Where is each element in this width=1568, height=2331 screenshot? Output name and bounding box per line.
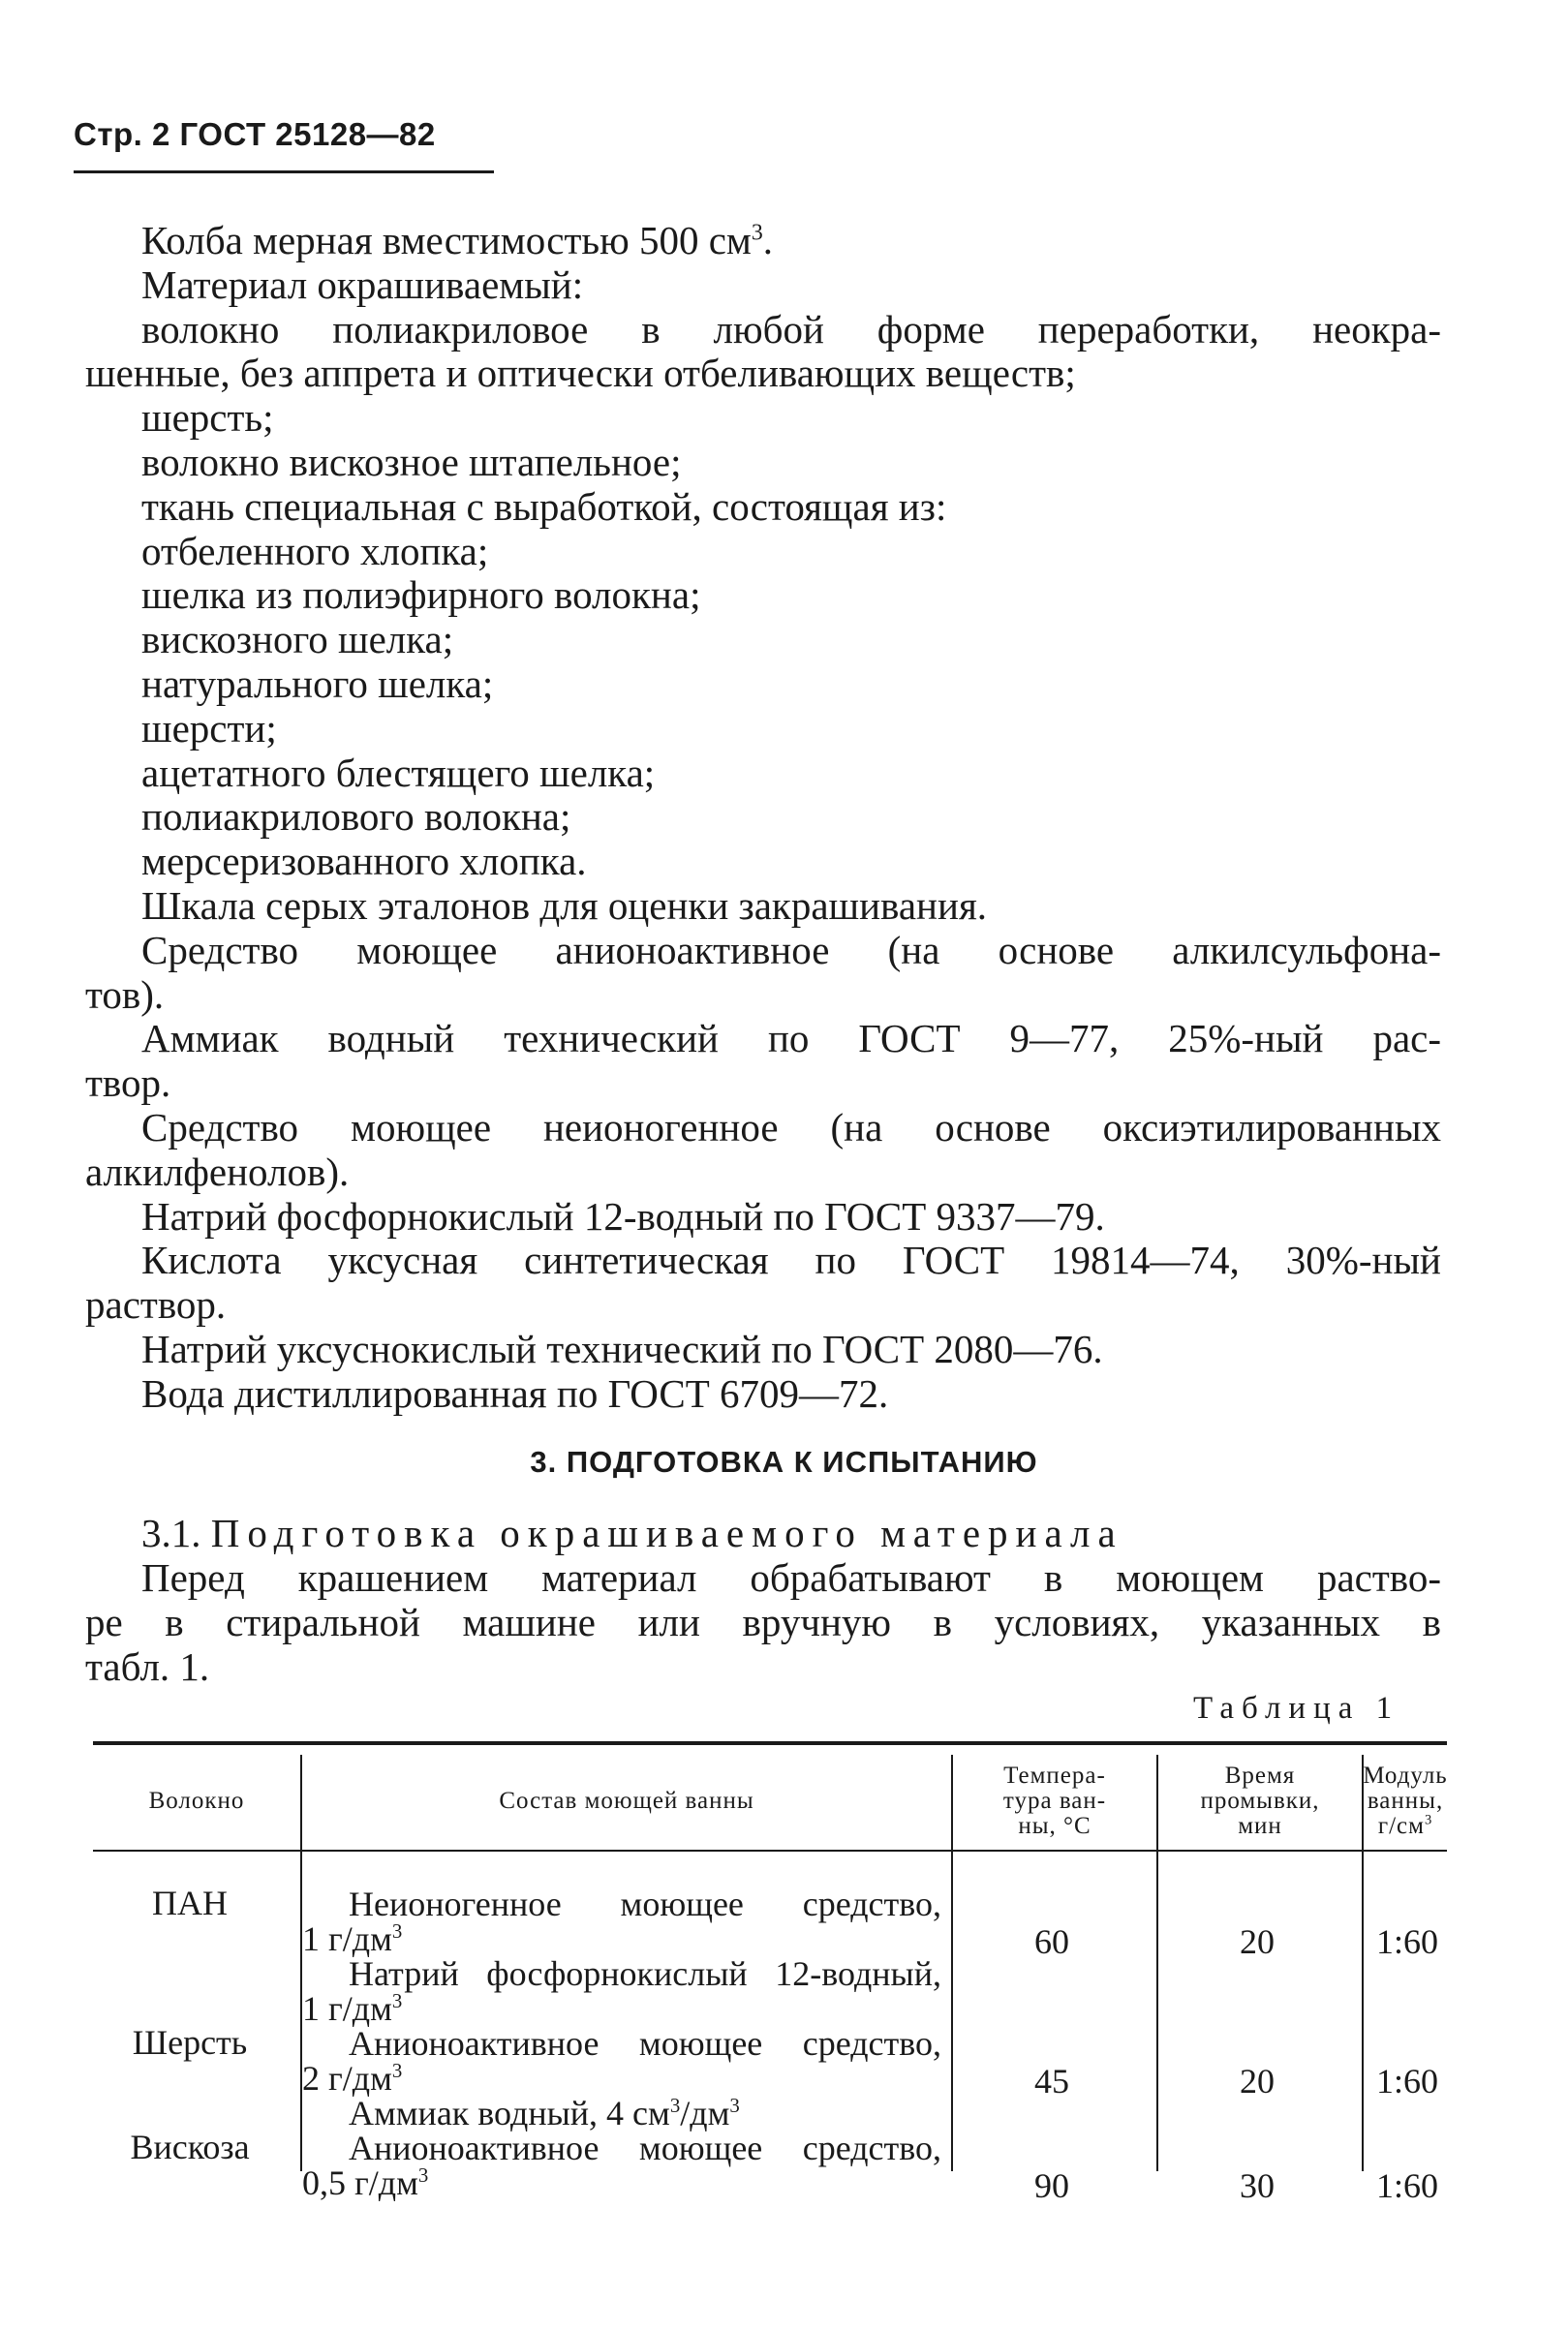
row1-fiber: ПАН xyxy=(152,1884,228,1922)
pan-line-1: волокно полиакриловое в любой форме переработки, неокра- xyxy=(141,306,1441,352)
header-mod-l2: ванны, xyxy=(1367,1788,1444,1814)
header-temp-l3: ны, °С xyxy=(1018,1813,1091,1839)
row1-composition xyxy=(302,1886,941,2026)
row1-comp2-l1: Натрий фосфорнокислый 12-водный, xyxy=(349,1954,941,1993)
para-line-1: Перед крашением материал обрабатывают в моющем раство- xyxy=(141,1555,1441,1600)
header-time-l3: мин xyxy=(1238,1813,1282,1839)
para-line-2: ре в стиральной машине или вручную в условиях, указанных в xyxy=(85,1600,1441,1644)
row1-comp2-l2-text: 1 г/дм xyxy=(302,1989,392,2028)
row1-comp1-l1: Неионогенное моющее средство, xyxy=(349,1885,941,1923)
nonionic-line-1: Средство моющее неионогенное (на основе оксиэтилированных xyxy=(141,1104,1441,1150)
table-1 xyxy=(93,1741,1448,2205)
table-top-rule xyxy=(93,1741,1447,1745)
row2-comp1-l1: Анионоактивное моющее средство, xyxy=(349,2024,941,2063)
subsection-title: Подготовка окрашиваемого материала xyxy=(210,1511,1123,1555)
header-temperature xyxy=(953,1755,1156,1848)
row2-comp1-l2-text: 2 г/дм xyxy=(302,2059,392,2098)
bleached-cotton-line: отбеленного хлопка; xyxy=(141,528,489,573)
row2-temperature: 45 xyxy=(1034,2062,1069,2101)
flask-tail: . xyxy=(762,218,773,262)
header-temp-l2: тура ван- xyxy=(1002,1788,1107,1814)
pan-line-2: шенные, без аппрета и оптически отбеливающих веществ; xyxy=(85,351,1076,396)
sodium-acetate-line: Натрий уксуснокислый технический по ГОСТ 2080—76. xyxy=(141,1326,1103,1371)
subsection-heading xyxy=(85,1511,1441,1555)
row2-modulus: 1:60 xyxy=(1375,2062,1438,2101)
row2-comp2-a: Аммиак водный, 4 см xyxy=(349,2094,670,2132)
viscose-silk-line: вискозного шелка; xyxy=(141,617,454,662)
polyester-silk-line: шелка из полиэфирного волокна; xyxy=(141,572,701,618)
sodium-phosphate-line: Натрий фосфорнокислый 12-водный по ГОСТ 9337—79. xyxy=(141,1193,1105,1239)
ammonia-line-1: Аммиак водный технический по ГОСТ 9—77, 25%-ный рас- xyxy=(141,1016,1441,1061)
header-temp-l1: Темпера- xyxy=(1003,1763,1106,1789)
row1-comp1-l2 xyxy=(302,1921,941,1956)
header-mod-l3: г/см xyxy=(1377,1813,1425,1839)
polyacryl-fiber-line: полиакрилового волокна; xyxy=(141,794,571,840)
header-time-l1: Время xyxy=(1224,1763,1296,1789)
row2-comp1-l2 xyxy=(302,2061,941,2096)
viscose-staple-line: волокно вискозное штапельное; xyxy=(141,439,682,484)
wool-line: шерсть; xyxy=(141,395,274,441)
natural-silk-line: натурального шелка; xyxy=(141,660,494,706)
ammonia-line-2: твор. xyxy=(85,1060,171,1106)
row1-modulus: 1:60 xyxy=(1375,1922,1438,1961)
page-header: Стр. 2 ГОСТ 25128—82 xyxy=(74,116,436,152)
mercerized-cotton-line: мерсеризованного хлопка. xyxy=(141,839,587,884)
table-header-rule xyxy=(93,1850,1447,1852)
row2-comp2-l1 xyxy=(302,2096,941,2131)
header-composition xyxy=(302,1755,951,1848)
row2-comp2-sup-a: 3 xyxy=(669,2094,681,2117)
row3-modulus: 1:60 xyxy=(1375,2166,1438,2205)
nonionic-line-2: алкилфенолов). xyxy=(85,1149,350,1194)
header-modulus xyxy=(1364,1755,1447,1848)
water-line: Вода дистиллированная по ГОСТ 6709—72. xyxy=(141,1370,889,1416)
section-title: 3. ПОДГОТОВКА К ИСПЫТАНИЮ xyxy=(530,1445,1038,1479)
header-mod-sup: 3 xyxy=(1424,1812,1433,1828)
section-3-1 xyxy=(85,1511,1441,1689)
materials-list xyxy=(85,219,1441,1417)
acetic-line-2: раствор. xyxy=(85,1282,227,1328)
row3-comp1-l2 xyxy=(302,2165,941,2200)
row2-comp1-sup: 3 xyxy=(391,2059,403,2082)
row2-comp2-b: /дм xyxy=(680,2094,730,2132)
header-time xyxy=(1158,1755,1362,1848)
acetic-line-1: Кислота уксусная синтетическая по ГОСТ 19814—74, 30%-ный xyxy=(141,1238,1441,1283)
fabric-line: ткань специальная с выработкой, состоящая из: xyxy=(141,483,947,529)
header-composition-label: Состав моющей ванны xyxy=(499,1788,754,1814)
grey-scale-line: Шкала серых эталонов для оценки закрашивания. xyxy=(141,882,988,928)
row1-comp2-sup: 3 xyxy=(391,1989,403,2012)
row1-comp1-l2-text: 1 г/дм xyxy=(302,1919,392,1958)
header-mod-l1: Модуль xyxy=(1363,1763,1448,1789)
flask-line xyxy=(85,219,1441,263)
row2-comp2-sup-b: 3 xyxy=(729,2094,740,2117)
row3-fiber: Вискоза xyxy=(130,2128,250,2166)
subsection-number: 3.1. xyxy=(141,1511,201,1555)
header-time-l2: промывки, xyxy=(1200,1788,1320,1814)
row3-composition xyxy=(302,2131,941,2200)
row3-comp1-l2-text: 0,5 г/дм xyxy=(302,2163,418,2202)
material-heading: Материал окрашиваемый: xyxy=(141,261,584,307)
row1-comp1-sup: 3 xyxy=(391,1919,403,1943)
row2-time: 20 xyxy=(1240,2062,1275,2101)
row1-temperature: 60 xyxy=(1034,1922,1069,1961)
anionic-line-2: тов). xyxy=(85,971,165,1017)
header-fiber-label: Волокно xyxy=(148,1788,245,1814)
row2-composition xyxy=(302,2026,941,2131)
row1-comp2-l2 xyxy=(302,1991,941,2026)
row2-fiber: Шерсть xyxy=(132,2023,248,2062)
anionic-line-1: Средство моющее анионоактивное (на основе алкилсульфона- xyxy=(141,927,1441,972)
acetate-silk-line: ацетатного блестящего шелка; xyxy=(141,750,656,795)
row3-temperature: 90 xyxy=(1034,2166,1069,2205)
wool-gen-line: шерсти; xyxy=(141,705,277,751)
row3-comp1-l1: Анионоактивное моющее средство, xyxy=(349,2129,941,2167)
para-line-3: табл. 1. xyxy=(85,1644,210,1689)
row3-time: 30 xyxy=(1240,2166,1275,2205)
flask-sup: 3 xyxy=(751,220,763,246)
row3-comp1-sup: 3 xyxy=(417,2163,429,2187)
header-rule xyxy=(74,170,494,173)
flask-text: Колба мерная вместимостью 500 см xyxy=(141,218,752,262)
row1-time: 20 xyxy=(1240,1922,1275,1961)
header-fiber xyxy=(93,1755,300,1848)
table-caption: Таблица 1 xyxy=(1193,1691,1400,1726)
